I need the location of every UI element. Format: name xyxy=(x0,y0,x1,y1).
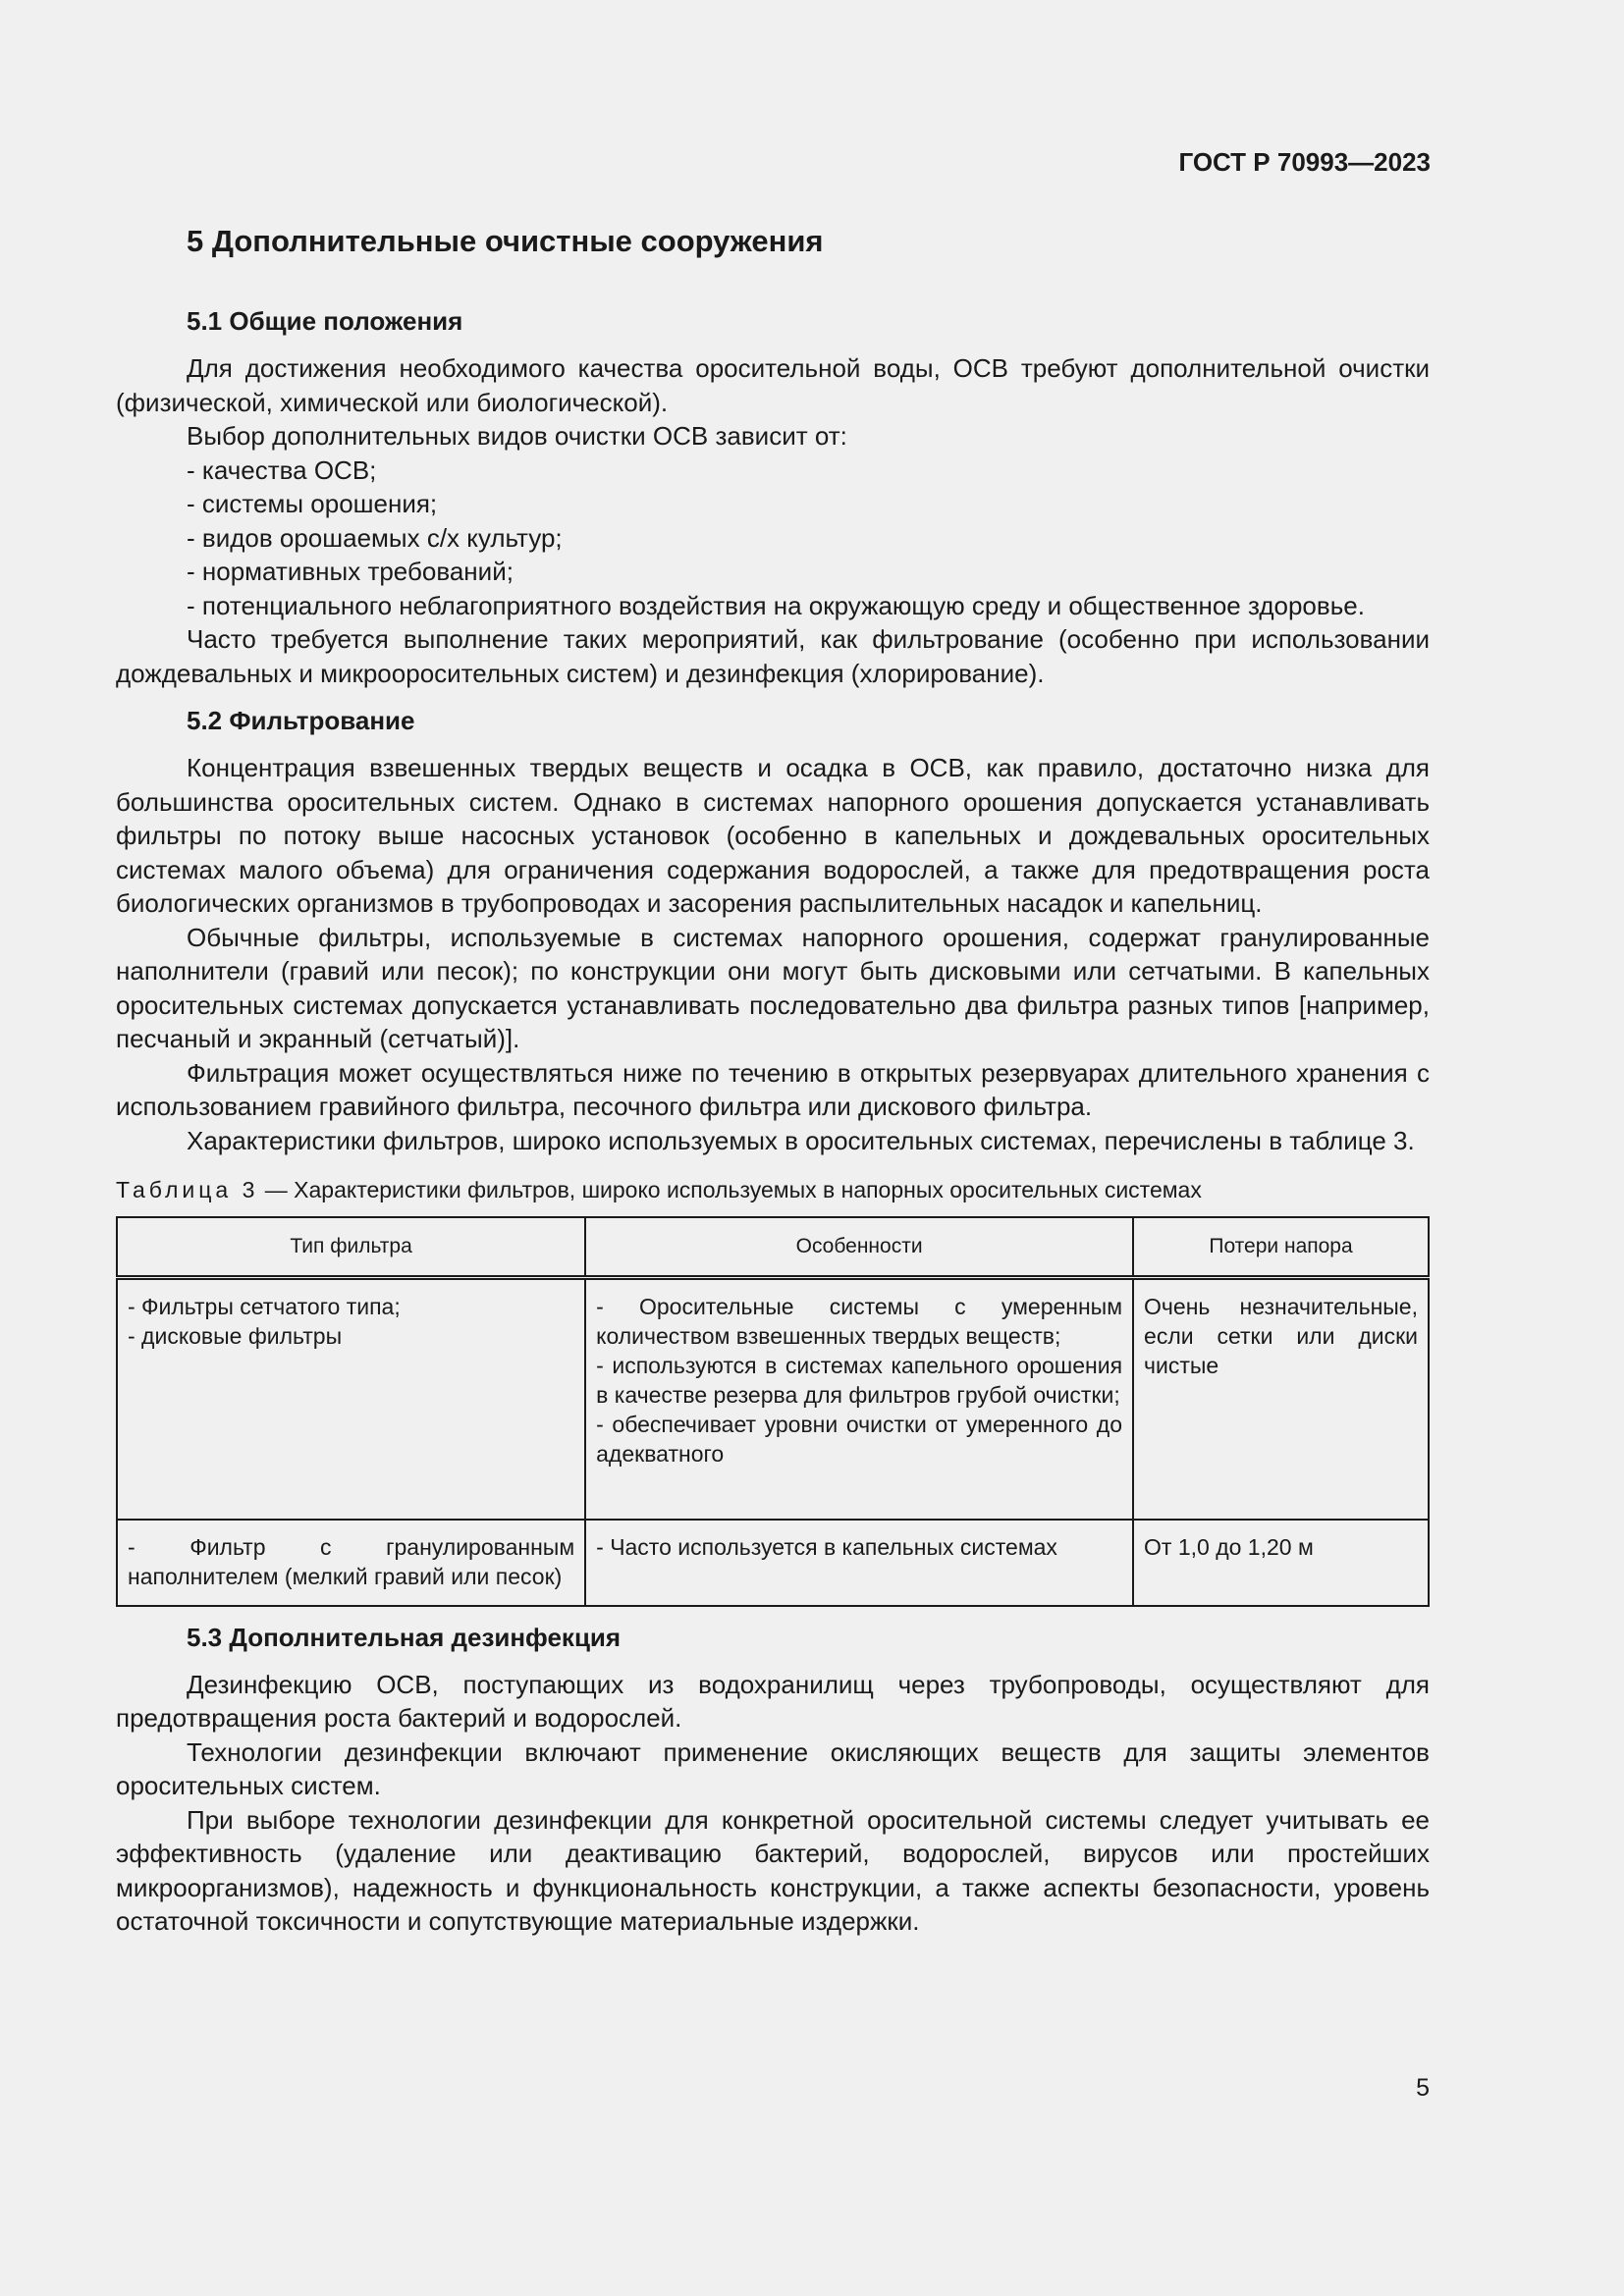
table-caption-label: Таблица 3 xyxy=(116,1177,259,1202)
table-caption xyxy=(116,1175,1430,1204)
cell-line: - обеспечивает уровни очистки от умеренного до адекватного xyxy=(596,1412,1123,1467)
subsection-title-5-2: 5.2 Фильтрование xyxy=(187,706,415,735)
subsection-title-5-3: 5.3 Дополнительная дезинфекция xyxy=(187,1622,622,1652)
paragraph: Фильтрация может осуществляться ниже по течению в открытых резервуарах длительного хранения с использованием гравийного фильтра, песочного фильтра или дискового фильтра. xyxy=(116,1057,1430,1121)
table-row xyxy=(117,1520,1429,1606)
document-body xyxy=(116,222,1430,1939)
table-cell-type xyxy=(117,1278,585,1520)
list-item: - видов орошаемых с/х культур; xyxy=(187,522,563,553)
paragraph: Характеристики фильтров, широко используемых в оросительных системах, перечислены в таблице 3. xyxy=(187,1125,1415,1155)
cell-line: - используются в системах капельного орошения в качестве резерва для фильтров грубой очистки; xyxy=(596,1353,1123,1408)
paragraph: Выбор дополнительных видов очистки ОСВ зависит от: xyxy=(187,421,847,451)
list-item: - нормативных требований; xyxy=(187,557,514,586)
column-header: Особенности xyxy=(585,1217,1133,1278)
table-row xyxy=(117,1278,1429,1520)
section-title: 5 Дополнительные очистные сооружения xyxy=(187,224,824,258)
paragraph: Для достижения необходимого качества оросительной воды, ОСВ требуют дополнительной очистки (физической, химической или биологической). xyxy=(116,353,1430,417)
list-item: - потенциального неблагоприятного воздействия на окружающую среду и общественное здоровье. xyxy=(187,590,1365,620)
paragraph: Обычные фильтры, используемые в системах напорного орошения, содержат гранулированные наполнители (гравий или песок); по конструкции они могут быть дисковыми или сетчатыми. В капельных оросительных системах допускается устанавливать последовательно два фильтра разных типов [например, песчаный и экранный (сетчатый)]. xyxy=(116,922,1430,1053)
list-item: - качества ОСВ; xyxy=(187,454,377,485)
cell-line: - Фильтры сетчатого типа; xyxy=(128,1294,401,1319)
table-caption-text: — Характеристики фильтров, широко используемых в напорных оросительных системах xyxy=(258,1177,1202,1202)
table-cell-type xyxy=(117,1520,585,1606)
paragraph: Дезинфекцию ОСВ, поступающих из водохранилищ через трубопроводы, осуществляют для предотвращения роста бактерий и водорослей. xyxy=(116,1669,1430,1733)
paragraph: Концентрация взвешенных твердых веществ и осадка в ОСВ, как правило, достаточно низка для большинства оросительных систем. Однако в системах напорного орошения допускается устанавливать фильтры по потоку выше насосных установок (особенно в капельных и дождевальных оросительных системах малого объема) для ограничения содержания водорослей, а также для предотвращения роста биологических организмов в трубопроводах и засорения распылительных насадок и капельниц. xyxy=(116,753,1430,918)
table-cell-loss: Очень незначительные, если сетки или диски чистые xyxy=(1133,1278,1429,1520)
table-header-row xyxy=(117,1217,1429,1278)
table-cell-features xyxy=(585,1278,1133,1520)
paragraph: Технологии дезинфекции включают применение окисляющих веществ для защиты элементов оросительных систем. xyxy=(116,1736,1430,1800)
cell-line: - Часто используется в капельных системах xyxy=(596,1533,1057,1560)
document-code: ГОСТ Р 70993—2023 xyxy=(1178,147,1431,177)
cell-line: - дисковые фильтры xyxy=(128,1323,343,1349)
paragraph: При выборе технологии дезинфекции для конкретной оросительной системы следует учитывать ее эффективность (удаление или деактивацию бактерий, водорослей, вирусов или простейших микроорганизмов), надежность и функциональность конструкции, а также аспекты безопасности, уровень остаточной токсичности и сопутствующие материальные издержки. xyxy=(116,1804,1430,1936)
table-cell-features xyxy=(585,1520,1133,1606)
column-header: Потери напора xyxy=(1133,1217,1429,1278)
filters-table xyxy=(116,1216,1430,1607)
column-header: Тип фильтра xyxy=(117,1217,585,1278)
table-cell-loss: От 1,0 до 1,20 м xyxy=(1133,1520,1429,1606)
list-item: - системы орошения; xyxy=(187,489,438,518)
cell-line: - Оросительные системы с умеренным количеством взвешенных твердых веществ; xyxy=(596,1294,1123,1349)
page-number: 5 xyxy=(1416,2074,1430,2102)
paragraph: Часто требуется выполнение таких мероприятий, как фильтрование (особенно при использовании дождевальных и микрооросительных систем) и дезинфекция (хлорирование). xyxy=(116,624,1430,688)
cell-line: - Фильтр с гранулированным наполнителем (мелкий гравий или песок) xyxy=(128,1533,575,1589)
subsection-title-5-1: 5.1 Общие положения xyxy=(187,306,463,336)
